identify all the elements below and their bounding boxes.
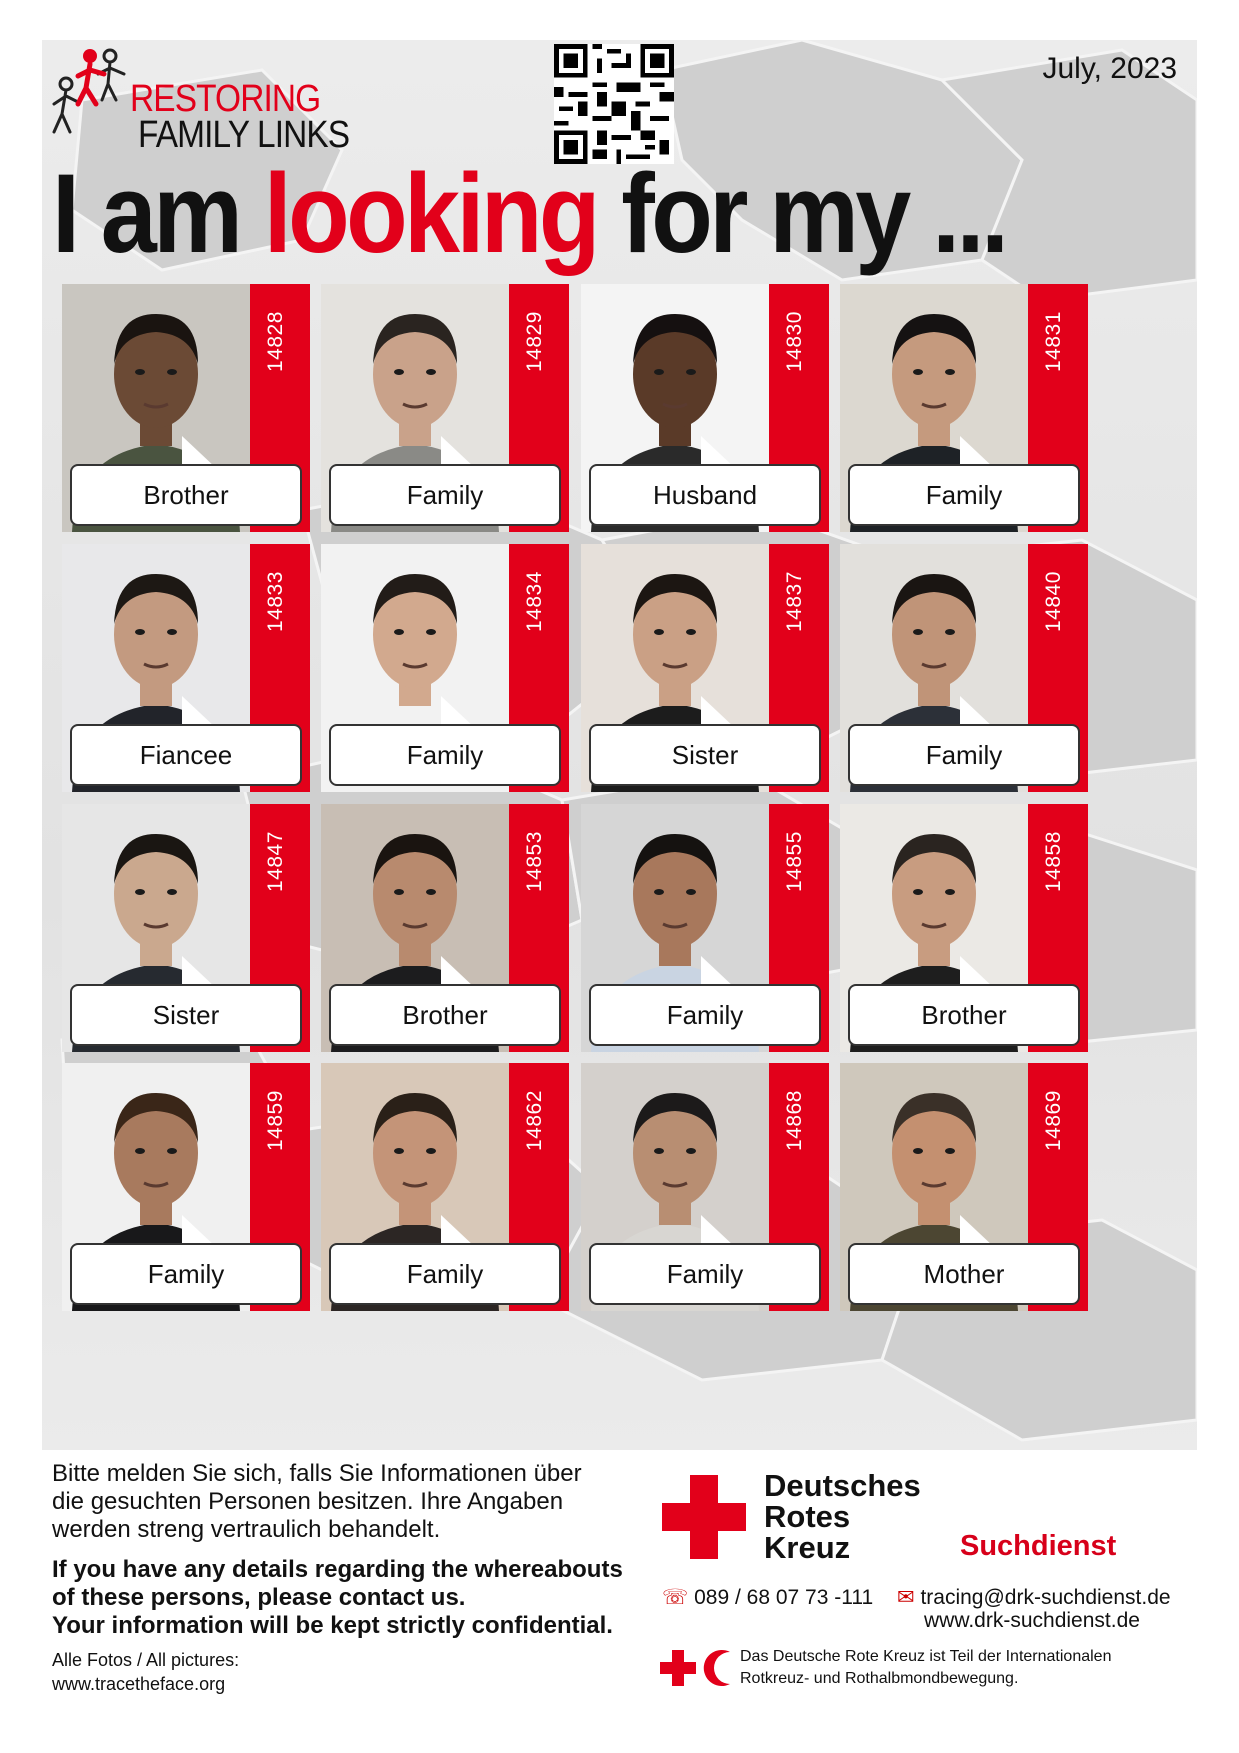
headline-highlight: looking — [263, 151, 597, 276]
red-cross-icon — [662, 1475, 746, 1559]
person-card[interactable] — [840, 804, 1088, 1052]
family-figures-icon — [48, 44, 138, 144]
case-number: 14830 — [783, 311, 806, 372]
headline-part-2: for my ... — [596, 151, 1006, 276]
case-number: 14853 — [523, 831, 546, 892]
case-number: 14834 — [523, 571, 546, 632]
relation-label: Husband — [589, 464, 821, 526]
intro-english-line: of these persons, please contact us. — [52, 1584, 466, 1611]
person-card[interactable] — [840, 1063, 1088, 1311]
person-card[interactable] — [840, 544, 1088, 792]
relation-label: Family — [329, 724, 561, 786]
intro-german — [52, 1460, 612, 1544]
relation-label: Sister — [70, 984, 302, 1046]
intro-german-line: werden streng vertraulich behandelt. — [52, 1516, 441, 1543]
headline — [52, 151, 1006, 276]
person-card[interactable] — [321, 544, 569, 792]
case-number: 14858 — [1042, 831, 1065, 892]
case-number: 14862 — [523, 1090, 546, 1151]
organization-name-line: Kreuz — [764, 1530, 851, 1565]
service-name: Suchdienst — [960, 1530, 1117, 1562]
case-number: 14833 — [264, 571, 287, 632]
email-contact[interactable] — [897, 1585, 1171, 1610]
case-number: 14868 — [783, 1090, 806, 1151]
case-number: 14828 — [264, 311, 287, 372]
organization-name-line: Deutsches — [764, 1468, 921, 1503]
case-number: 14855 — [783, 831, 806, 892]
case-number: 14840 — [1042, 571, 1065, 632]
red-cross-red-crescent-emblem — [660, 1648, 734, 1688]
photo-credit — [52, 1648, 239, 1696]
person-card[interactable] — [581, 804, 829, 1052]
person-card[interactable] — [321, 804, 569, 1052]
case-number: 14837 — [783, 571, 806, 632]
organization-name-line: Rotes — [764, 1499, 851, 1534]
movement-statement-line: Das Deutsche Rote Kreuz ist Teil der Internationalen — [740, 1648, 1112, 1665]
phone-number[interactable]: 089 / 68 07 73 -111 — [694, 1586, 874, 1609]
organization-name — [764, 1470, 921, 1563]
person-card[interactable] — [581, 284, 829, 532]
issue-date: July, 2023 — [1042, 52, 1177, 85]
phone-icon: ☏ — [662, 1586, 689, 1609]
person-card[interactable] — [62, 544, 310, 792]
case-number: 14847 — [264, 831, 287, 892]
relation-label: Family — [589, 984, 821, 1046]
relation-label: Mother — [848, 1243, 1080, 1305]
poster-panel — [42, 40, 1197, 1450]
relation-label: Brother — [848, 984, 1080, 1046]
qr-code[interactable] — [554, 44, 674, 164]
relation-label: Brother — [70, 464, 302, 526]
intro-english-line: If you have any details regarding the whereabouts — [52, 1556, 623, 1583]
person-card[interactable] — [581, 1063, 829, 1311]
relation-label: Fiancee — [70, 724, 302, 786]
case-number: 14869 — [1042, 1090, 1065, 1151]
movement-statement — [740, 1646, 1170, 1690]
relation-label: Family — [848, 464, 1080, 526]
mail-icon: ✉ — [897, 1586, 915, 1609]
person-card[interactable] — [62, 804, 310, 1052]
intro-english-line: Your information will be kept strictly confidential. — [52, 1612, 613, 1639]
relation-label: Family — [70, 1243, 302, 1305]
relation-label: Family — [329, 1243, 561, 1305]
email-address[interactable]: tracing@drk-suchdienst.de — [920, 1586, 1171, 1609]
person-card[interactable] — [321, 1063, 569, 1311]
relation-label: Sister — [589, 724, 821, 786]
person-card[interactable] — [840, 284, 1088, 532]
phone-contact[interactable] — [662, 1585, 873, 1610]
relation-label: Family — [589, 1243, 821, 1305]
intro-english — [52, 1556, 652, 1640]
photo-credit-link[interactable]: www.tracetheface.org — [52, 1674, 226, 1694]
logo-line-restoring: RESTORING — [130, 78, 321, 120]
photo-credit-label: Alle Fotos / All pictures: — [52, 1650, 240, 1670]
headline-part-1: I am — [52, 151, 264, 276]
case-number: 14829 — [523, 311, 546, 372]
relation-label: Family — [848, 724, 1080, 786]
logo-line-family-links: FAMILY LINKS — [138, 114, 350, 156]
case-number: 14859 — [264, 1090, 287, 1151]
intro-german-line: die gesuchten Personen besitzen. Ihre Angaben — [52, 1488, 564, 1515]
intro-german-line: Bitte melden Sie sich, falls Sie Informationen über — [52, 1460, 582, 1487]
case-number: 14831 — [1042, 311, 1065, 372]
website-link[interactable]: www.drk-suchdienst.de — [924, 1609, 1140, 1632]
movement-statement-line: Rotkreuz- und Rothalbmondbewegung. — [740, 1670, 1019, 1687]
relation-label: Brother — [329, 984, 561, 1046]
relation-label: Family — [329, 464, 561, 526]
person-card[interactable] — [62, 1063, 310, 1311]
person-card[interactable] — [62, 284, 310, 532]
person-card[interactable] — [581, 544, 829, 792]
person-card[interactable] — [321, 284, 569, 532]
restoring-family-links-logo — [48, 44, 350, 156]
